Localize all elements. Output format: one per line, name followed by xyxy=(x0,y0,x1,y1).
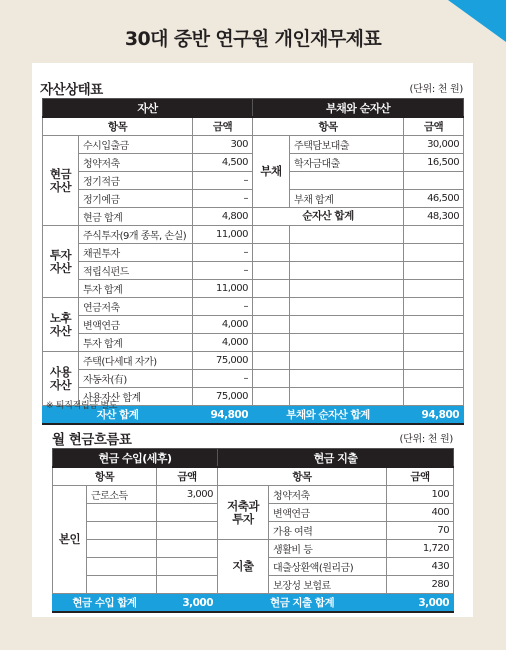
expense-label: 대출상환액(원리금) xyxy=(269,558,387,576)
group-retirement-assets: 노후 자산 xyxy=(43,298,79,352)
liability-total-amount: 46,500 xyxy=(404,190,464,208)
liab-item-column-header: 항목 xyxy=(253,117,404,136)
liabilities-header: 부채와 순자산 xyxy=(253,99,464,118)
table-row xyxy=(53,486,454,504)
expense-label: 변액연금 xyxy=(269,504,387,522)
asset-amount: 11,000 xyxy=(193,226,253,244)
page-title: 30대 중반 연구원 개인재무제표 xyxy=(124,28,382,50)
asset-subtotal-label: 사용자산 합계 xyxy=(79,388,193,406)
table-row xyxy=(43,280,464,298)
group-use-assets: 사용 자산 xyxy=(43,352,79,406)
asset-label: 청약저축 xyxy=(79,154,193,172)
asset-total-amount: 94,800 xyxy=(193,406,253,425)
asset-subtotal-label: 현금 합계 xyxy=(79,208,193,226)
expense-header: 현금 지출 xyxy=(218,449,454,468)
asset-subtotal-amount: 75,000 xyxy=(193,388,253,406)
asset-label: 주식투자(9개 종목, 손실) xyxy=(79,226,193,244)
asset-label: 수시입출금 xyxy=(79,136,193,154)
asset-amount: – xyxy=(193,190,253,208)
asset-amount: – xyxy=(193,244,253,262)
expense-total-label: 현금 지출 합계 xyxy=(218,594,387,613)
income-header: 현금 수입(세후) xyxy=(53,449,218,468)
group-spending: 지출 xyxy=(218,540,269,594)
liability-label: 학자금대출 xyxy=(290,154,404,172)
table-row xyxy=(53,540,454,558)
asset-amount: – xyxy=(193,370,253,388)
table-row xyxy=(43,208,464,226)
expense-amount: 70 xyxy=(387,522,454,540)
income-label: 근로소득 xyxy=(87,486,157,504)
group-investment-assets: 투자 자산 xyxy=(43,226,79,298)
asset-label: 변액연금 xyxy=(79,316,193,334)
expense-label: 가용 여력 xyxy=(269,522,387,540)
asset-label: 정기예금 xyxy=(79,190,193,208)
asset-total-label: 자산 합계 xyxy=(43,406,193,425)
cashflow-header-row xyxy=(53,449,454,468)
group-liabilities: 부채 xyxy=(253,136,290,208)
table-row xyxy=(43,244,464,262)
asset-amount-column-header: 금액 xyxy=(193,117,253,136)
group-savings-investment: 저축과 투자 xyxy=(218,486,269,540)
asset-amount: – xyxy=(193,298,253,316)
income-amount-column-header: 금액 xyxy=(157,467,218,486)
asset-amount: – xyxy=(193,262,253,280)
expense-item-column-header: 항목 xyxy=(218,467,387,486)
net-worth-amount: 48,300 xyxy=(404,208,464,226)
income-total-label: 현금 수입 합계 xyxy=(53,594,157,613)
income-total-amount: 3,000 xyxy=(157,594,218,613)
table-row xyxy=(43,262,464,280)
asset-label: 채권투자 xyxy=(79,244,193,262)
liab-total-label: 부채와 순자산 합계 xyxy=(253,406,404,425)
asset-label: 자동차(有) xyxy=(79,370,193,388)
asset-subtotal-amount: 4,000 xyxy=(193,334,253,352)
balance-section-title: 자산상태표 xyxy=(40,82,103,98)
expense-amount: 280 xyxy=(387,576,454,594)
balance-unit: (단위: 천 원) xyxy=(409,84,463,95)
expense-total-amount: 3,000 xyxy=(387,594,454,613)
asset-amount: 4,000 xyxy=(193,316,253,334)
liability-label: 주택담보대출 xyxy=(290,136,404,154)
table-row xyxy=(43,298,464,316)
asset-subtotal-label: 투자 합계 xyxy=(79,334,193,352)
expense-label: 생활비 등 xyxy=(269,540,387,558)
expense-amount: 400 xyxy=(387,504,454,522)
net-worth-label: 순자산 합계 xyxy=(253,208,404,226)
liability-amount: 30,000 xyxy=(404,136,464,154)
group-cash-assets: 현금 자산 xyxy=(43,136,79,226)
assets-header: 자산 xyxy=(43,99,253,118)
table-row xyxy=(43,370,464,388)
footnote: ※ 퇴직적립금 별도 xyxy=(46,401,118,411)
table-row xyxy=(43,352,464,370)
income-item-column-header: 항목 xyxy=(53,467,157,486)
balance-header-row xyxy=(43,99,464,118)
asset-subtotal-amount: 11,000 xyxy=(193,280,253,298)
asset-subtotal-label: 투자 합계 xyxy=(79,280,193,298)
balance-subheader-row xyxy=(43,117,464,136)
liability-total-label: 부채 합계 xyxy=(290,190,404,208)
asset-amount: 300 xyxy=(193,136,253,154)
expense-amount-column-header: 금액 xyxy=(387,467,454,486)
asset-item-column-header: 항목 xyxy=(43,117,193,136)
balance-sheet-table xyxy=(42,98,464,425)
cashflow-total-row xyxy=(53,594,454,613)
table-row xyxy=(43,334,464,352)
expense-amount: 100 xyxy=(387,486,454,504)
expense-amount: 1,720 xyxy=(387,540,454,558)
cashflow-unit: (단위: 천 원) xyxy=(399,434,453,445)
asset-label: 정기적금 xyxy=(79,172,193,190)
liab-total-amount: 94,800 xyxy=(404,406,464,425)
group-self-income: 본인 xyxy=(53,486,87,594)
cashflow-section-title: 월 현금흐름표 xyxy=(52,432,132,448)
cashflow-subheader-row xyxy=(53,467,454,486)
liability-amount: 16,500 xyxy=(404,154,464,172)
asset-amount: 75,000 xyxy=(193,352,253,370)
expense-label: 보장성 보험료 xyxy=(269,576,387,594)
table-row xyxy=(43,226,464,244)
expense-label: 청약저축 xyxy=(269,486,387,504)
asset-label: 연금저축 xyxy=(79,298,193,316)
statement-card xyxy=(32,63,473,617)
liability-amount xyxy=(404,172,464,190)
liab-amount-column-header: 금액 xyxy=(404,117,464,136)
table-row xyxy=(43,136,464,154)
expense-amount: 430 xyxy=(387,558,454,576)
liability-label xyxy=(290,172,404,190)
asset-amount: – xyxy=(193,172,253,190)
cashflow-table xyxy=(52,448,454,613)
asset-subtotal-amount: 4,800 xyxy=(193,208,253,226)
income-amount: 3,000 xyxy=(157,486,218,504)
table-row xyxy=(43,316,464,334)
asset-label: 주택(다세대 자가) xyxy=(79,352,193,370)
asset-label: 적립식펀드 xyxy=(79,262,193,280)
asset-amount: 4,500 xyxy=(193,154,253,172)
